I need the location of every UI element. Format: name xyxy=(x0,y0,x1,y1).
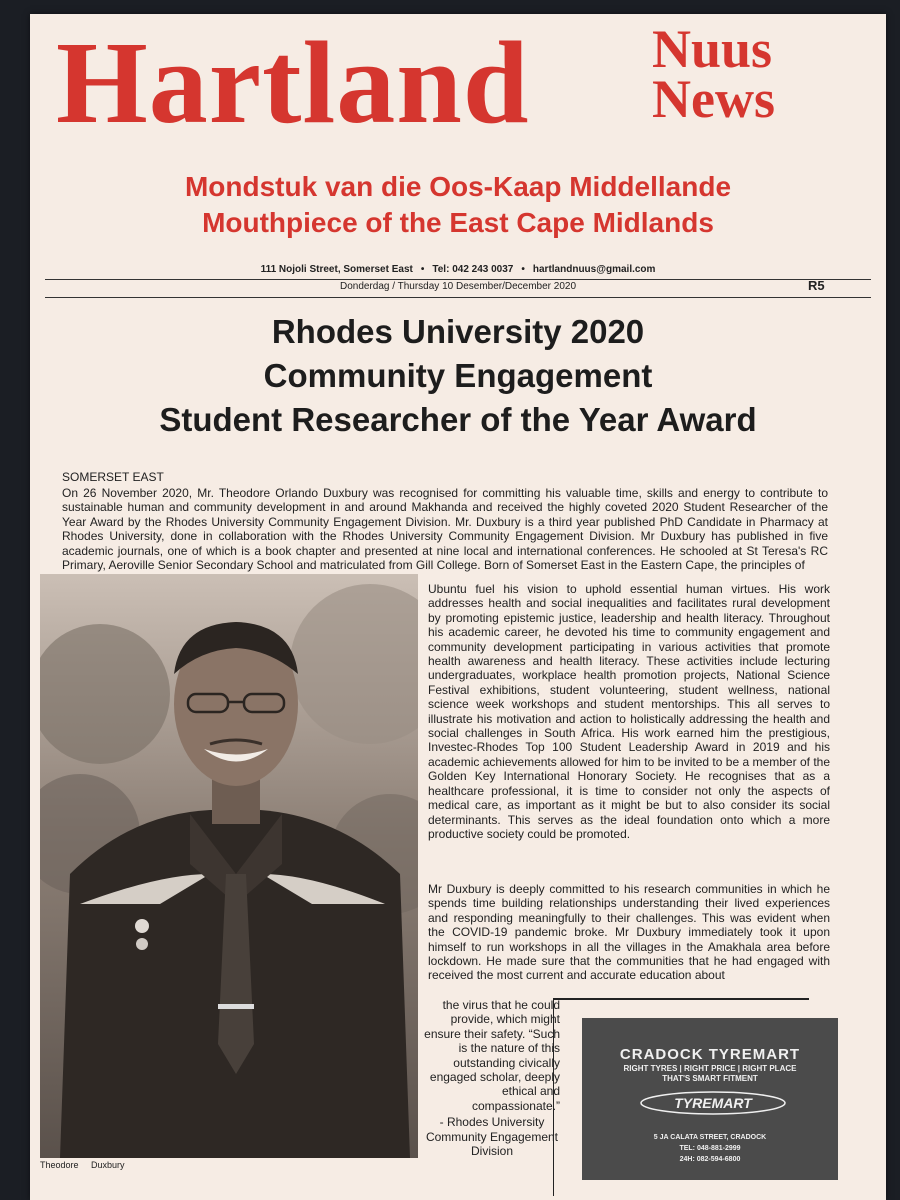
ad-title: CRADOCK TYREMART xyxy=(619,1046,801,1063)
closing-paragraph: the virus that he could provide, which might ensure their safety. “Such is the nature of this outstanding civically engaged scholar, deeply ethical and compassionate.” xyxy=(424,998,560,1113)
masthead-news: News xyxy=(652,69,775,129)
rule-bottom xyxy=(45,297,871,298)
column-paragraph-1: Ubuntu fuel his vision to uphold essential human virtues. His work addresses health and social inequalities and facilitates rural development by promoting epistemic justice, leadership and health literacy. Throughout his academic career, he devoted his time to community engagement and community development participating in various activities that promote health awareness and health literacy. These activities include lecturing undergraduates, workplace health promotion projects, National Science Festival exhibitions, student volunteering, student wellness, national science week workshops and student mentorships. This all serves to illustrate his motivation and action to holistically addressing the health and social challenges in South Africa. His work earned him the prestigious, Investec-Rhodes Top 100 Student Leadership Award in 2019 and his academic achievements allowed for him to be invited to be a member of the Golden Key International Honorary Society. He recognises that as a healthcare professional, it is time to consider not only the aspects of medical care, as important as it might be but to also consider its social determinants. This serves as the ideal foundation onto which a more productive society could be promoted. xyxy=(428,582,830,841)
masthead-email: hartlandnuus@gmail.com xyxy=(532,264,656,275)
article-column-1 xyxy=(428,582,830,841)
ad-tagline xyxy=(582,1064,838,1084)
article-intro xyxy=(62,486,828,572)
masthead-contact-line xyxy=(30,264,886,275)
headline-line-2: Community Engagement xyxy=(263,357,653,394)
masthead-subtitle-af: Mondstuk van die Oos-Kaap Middellande xyxy=(184,171,732,202)
masthead-nuus-news xyxy=(652,19,775,129)
ad-address: 5 JA CALATA STREET, CRADOCK xyxy=(653,1134,767,1141)
issue-price: R5 xyxy=(808,278,825,293)
ad-logo-text: TYREMART xyxy=(674,1095,752,1111)
masthead-address: 111 Nojoli Street, Somerset East xyxy=(260,264,413,275)
ad-24h-tel: 24H: 082-594-6800 xyxy=(679,1156,741,1163)
tyremart-logo xyxy=(638,1090,788,1116)
article-column-2 xyxy=(428,882,830,983)
column-paragraph-2: Mr Duxbury is deeply committed to his research communities in which he spends time building relationships understanding their lived experiences and responding meaningfully to their challenges. This was evident when the COVID-19 pandemic broke. Mr Duxbury immediately took it upon himself to run workshops in all the villages in the Amakhala area before lockdown. He made sure that the communities that he had engaged with received the most current and accurate education about xyxy=(428,882,830,983)
newspaper-page xyxy=(30,14,886,1200)
headline-line-1: Rhodes University 2020 xyxy=(271,313,645,350)
headline-line-3: Student Researcher of the Year Award xyxy=(159,401,757,438)
issue-date: Donderdag / Thursday 10 Desember/December 2020 xyxy=(339,281,577,292)
ad-tagline-2: THAT'S SMART FITMENT xyxy=(662,1074,758,1083)
tyremart-advert xyxy=(582,1018,838,1180)
ad-tel: TEL: 048-881-2999 xyxy=(679,1145,741,1152)
masthead-nuus: Nuus xyxy=(652,19,773,79)
article-headline xyxy=(30,310,886,442)
intro-paragraph: On 26 November 2020, Mr. Theodore Orlando Duxbury was recognised for committing his valuable time, skills and energy to contribute to sustainable human and community development in and around Makhanda and received the highly coveted 2020 Student Researcher of the Year Award by the Rhodes University Community Engagement Division. Mr. Duxbury is a third year published PhD Candidate in Pharmacy at Rhodes University, done in collaboration with the Rhodes University Community Engagement Division. Mr Duxbury has published in five academic journals, one of which is a book chapter and presented at nine local and international conferences. He schooled at St Teresa's RC Primary, Aeroville Senior Secondary School and matriculated from Gill College. Born of Somerset East in the Eastern Cape, the principles of xyxy=(62,486,828,573)
quote-attribution: - Rhodes University Community Engagement Division xyxy=(425,1115,559,1159)
ad-tagline-1: RIGHT TYRES | RIGHT PRICE | RIGHT PLACE xyxy=(623,1064,797,1073)
separator-dot: • xyxy=(521,264,525,275)
article-dateline: SOMERSET EAST xyxy=(62,470,164,484)
masthead-title: Hartland xyxy=(56,17,530,148)
portrait-photo xyxy=(40,574,418,1158)
separator-dot: • xyxy=(420,264,425,275)
photo-caption: Theodore Duxbury xyxy=(40,1160,125,1170)
article-closing xyxy=(424,998,560,1158)
portrait-illustration xyxy=(40,574,418,1158)
masthead-subtitle-en: Mouthpiece of the East Cape Midlands xyxy=(202,207,714,238)
masthead-tel: Tel: 042 243 0037 xyxy=(432,264,514,275)
rule-top xyxy=(45,279,871,280)
